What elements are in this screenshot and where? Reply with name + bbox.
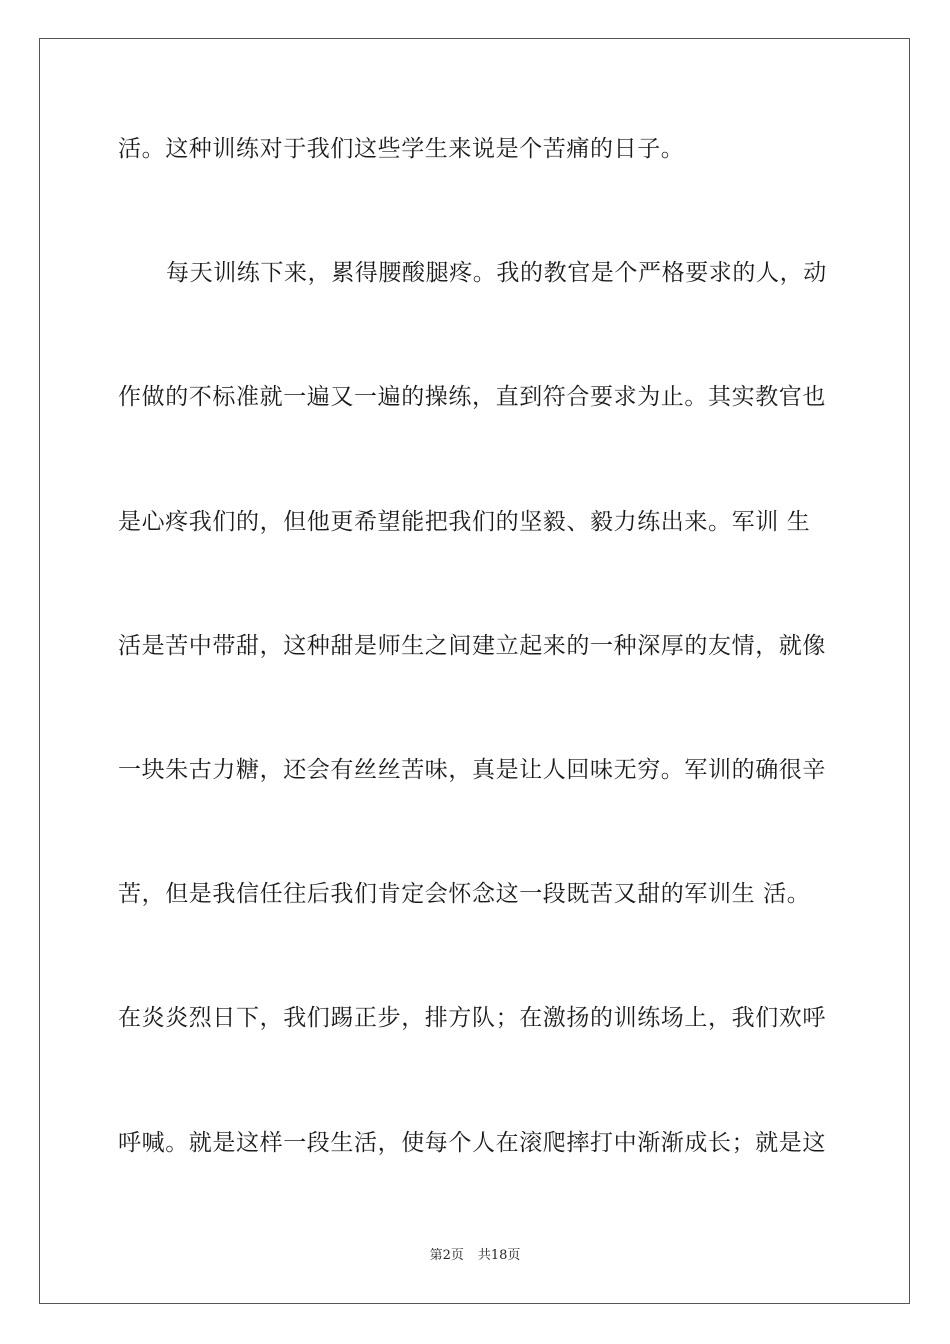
page-number: 第2页 bbox=[429, 1248, 464, 1263]
text-line: 每天训练下来，累得腰酸腿疼。我的教官是个严格要求的人，动 bbox=[166, 260, 827, 287]
text-line: 苦，但是我信任往后我们肯定会怀念这一段既苦又甜的军训生 活。 bbox=[118, 881, 811, 908]
text-line: 是心疼我们的，但他更希望能把我们的坚毅、毅力练出来。军训 生 bbox=[118, 508, 811, 535]
text-line: 一块朱古力糖，还会有丝丝苦味，真是让人回味无穷。军训的确很辛 bbox=[118, 756, 826, 783]
text-line: 活。这种训练对于我们这些学生来说是个苦痛的日子。 bbox=[118, 136, 685, 162]
page-total: 共18页 bbox=[477, 1248, 521, 1263]
text-line: 作做的不标准就一遍又一遍的操练，直到符合要求为止。其实教官也 bbox=[118, 384, 826, 411]
document-body bbox=[118, 126, 832, 1244]
page-footer bbox=[0, 1246, 950, 1266]
text-line: 在炎炎烈日下，我们踢正步，排方队；在激扬的训练场上，我们欢呼 bbox=[118, 1005, 826, 1032]
text-line: 呼喊。就是这样一段生活，使每个人在滚爬摔打中渐渐成长；就是这 bbox=[118, 1129, 826, 1156]
text-line: 活是苦中带甜，这种甜是师生之间建立起来的一种深厚的友情，就像 bbox=[118, 632, 826, 659]
